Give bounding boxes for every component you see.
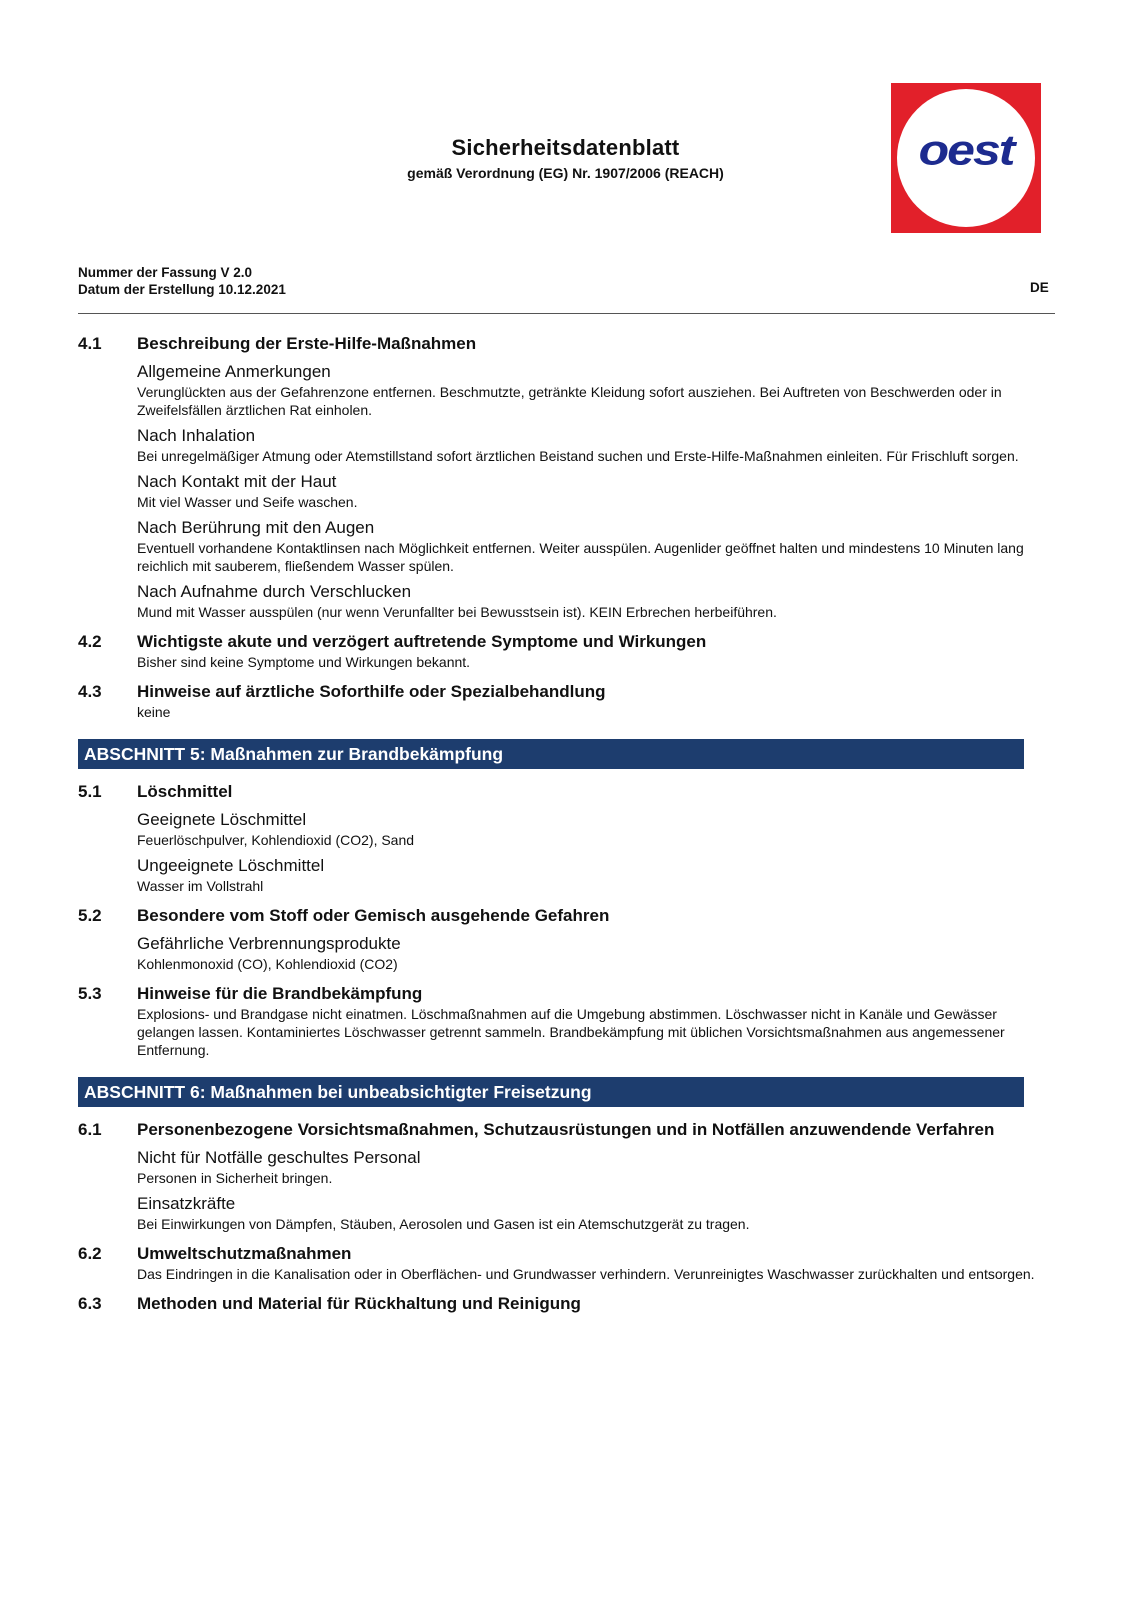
section-5-banner: ABSCHNITT 5: Maßnahmen zur Brandbekämpfung — [78, 739, 1024, 769]
paragraph: Verunglückten aus der Gefahrenzone entfernen. Beschmutzte, getränkte Kleidung sofort ausziehen. Bei Auftreten von Beschwerden oder in Zweifelsfällen ärztlichen Rat einholen. — [137, 384, 1002, 418]
subheading: Gefährliche Verbrennungsprodukte — [137, 934, 401, 953]
paragraph: Explosions- und Brandgase nicht einatmen. Löschmaßnahmen auf die Umgebung abstimmen. Löschwasser nicht in Kanäle und Gewässer gelangen lassen. Kontaminiertes Löschwasser getrennt sammeln. Brandbekämpfung mit üblichen Vorsichtsmaßnahmen aus angemessener Entfernung. — [137, 1006, 1005, 1058]
section-5-1 — [78, 781, 1055, 895]
section-4-2 — [78, 631, 1055, 671]
section-5-2 — [78, 905, 1055, 973]
subheading: Nach Aufnahme durch Verschlucken — [137, 582, 412, 601]
paragraph: Bei Einwirkungen von Dämpfen, Stäuben, Aerosolen und Gasen ist ein Atemschutzgerät zu tragen. — [137, 1216, 750, 1232]
section-number: 6.2 — [78, 1244, 102, 1263]
section-number: 4.3 — [78, 682, 102, 701]
logo-wordmark: oest — [918, 126, 1014, 174]
section-heading: Hinweise für die Brandbekämpfung — [137, 984, 423, 1003]
paragraph: Mund mit Wasser ausspülen (nur wenn Verunfallter bei Bewusstsein ist). KEIN Erbrechen herbeiführen. — [137, 604, 777, 620]
creation-date: Datum der Erstellung 10.12.2021 — [78, 282, 286, 297]
section-number: 6.3 — [78, 1294, 102, 1313]
section-heading: Löschmittel — [137, 782, 233, 801]
section-number: 5.1 — [78, 782, 102, 801]
section-heading: Wichtigste akute und verzögert auftretende Symptome und Wirkungen — [137, 632, 707, 651]
paragraph: Kohlenmonoxid (CO), Kohlendioxid (CO2) — [137, 956, 398, 972]
section-heading: Umweltschutzmaßnahmen — [137, 1244, 352, 1263]
section-6-2 — [78, 1243, 1055, 1283]
subheading: Nach Kontakt mit der Haut — [137, 472, 337, 491]
paragraph: Feuerlöschpulver, Kohlendioxid (CO2), Sand — [137, 832, 415, 848]
section-heading: Besondere vom Stoff oder Gemisch ausgehende Gefahren — [137, 906, 610, 925]
section-number: 5.3 — [78, 984, 102, 1003]
section-heading: Beschreibung der Erste-Hilfe-Maßnahmen — [137, 334, 477, 353]
section-5-3 — [78, 983, 1055, 1059]
section-number: 5.2 — [78, 906, 102, 925]
paragraph: keine — [137, 704, 171, 720]
section-4-1 — [78, 333, 1055, 621]
paragraph: Eventuell vorhandene Kontaktlinsen nach Möglichkeit entfernen. Weiter ausspülen. Augenlider geöffnet halten und mindestens 10 Minuten lang reichlich mit sauberem, fließendem Wasser spülen. — [137, 540, 1024, 574]
section-number: 4.2 — [78, 632, 102, 651]
paragraph: Bei unregelmäßiger Atmung oder Atemstillstand sofort ärztlichen Beistand suchen und Erste-Hilfe-Maßnahmen einleiten. Für Frischluft sorgen. — [137, 448, 1019, 464]
company-logo — [891, 83, 1041, 233]
section-heading: Methoden und Material für Rückhaltung und Reinigung — [137, 1294, 581, 1313]
document-meta — [78, 264, 286, 298]
version-number: Nummer der Fassung V 2.0 — [78, 265, 253, 280]
language-code: DE — [1030, 280, 1049, 295]
section-6-1 — [78, 1119, 1055, 1233]
subheading: Nach Berührung mit den Augen — [137, 518, 375, 537]
section-6-3 — [78, 1293, 1055, 1315]
section-6-banner: ABSCHNITT 6: Maßnahmen bei unbeabsichtigter Freisetzung — [78, 1077, 1024, 1107]
subheading: Einsatzkräfte — [137, 1194, 236, 1213]
paragraph: Personen in Sicherheit bringen. — [137, 1170, 333, 1186]
section-4-3 — [78, 681, 1055, 721]
subheading: Allgemeine Anmerkungen — [137, 362, 331, 381]
document-body — [78, 333, 1055, 1315]
paragraph: Das Eindringen in die Kanalisation oder in Oberflächen- und Grundwasser verhindern. Verunreinigtes Waschwasser zurückhalten und entsorgen. — [137, 1266, 1035, 1282]
paragraph: Bisher sind keine Symptome und Wirkungen bekannt. — [137, 654, 471, 670]
section-number: 6.1 — [78, 1120, 102, 1139]
subheading: Ungeeignete Löschmittel — [137, 856, 325, 875]
paragraph: Mit viel Wasser und Seife waschen. — [137, 494, 358, 510]
document-subtitle: gemäß Verordnung (EG) Nr. 1907/2006 (REACH) — [407, 165, 724, 181]
section-heading: Hinweise auf ärztliche Soforthilfe oder Spezialbehandlung — [137, 682, 606, 701]
subheading: Nicht für Notfälle geschultes Personal — [137, 1148, 421, 1167]
paragraph: Wasser im Vollstrahl — [137, 878, 264, 894]
header-divider — [78, 313, 1055, 314]
document-title: Sicherheitsdatenblatt — [451, 135, 680, 160]
section-heading: Personenbezogene Vorsichtsmaßnahmen, Schutzausrüstungen und in Notfällen anzuwendende Verfahren — [137, 1120, 995, 1139]
subheading: Geeignete Löschmittel — [137, 810, 307, 829]
section-number: 4.1 — [78, 334, 102, 353]
subheading: Nach Inhalation — [137, 426, 256, 445]
